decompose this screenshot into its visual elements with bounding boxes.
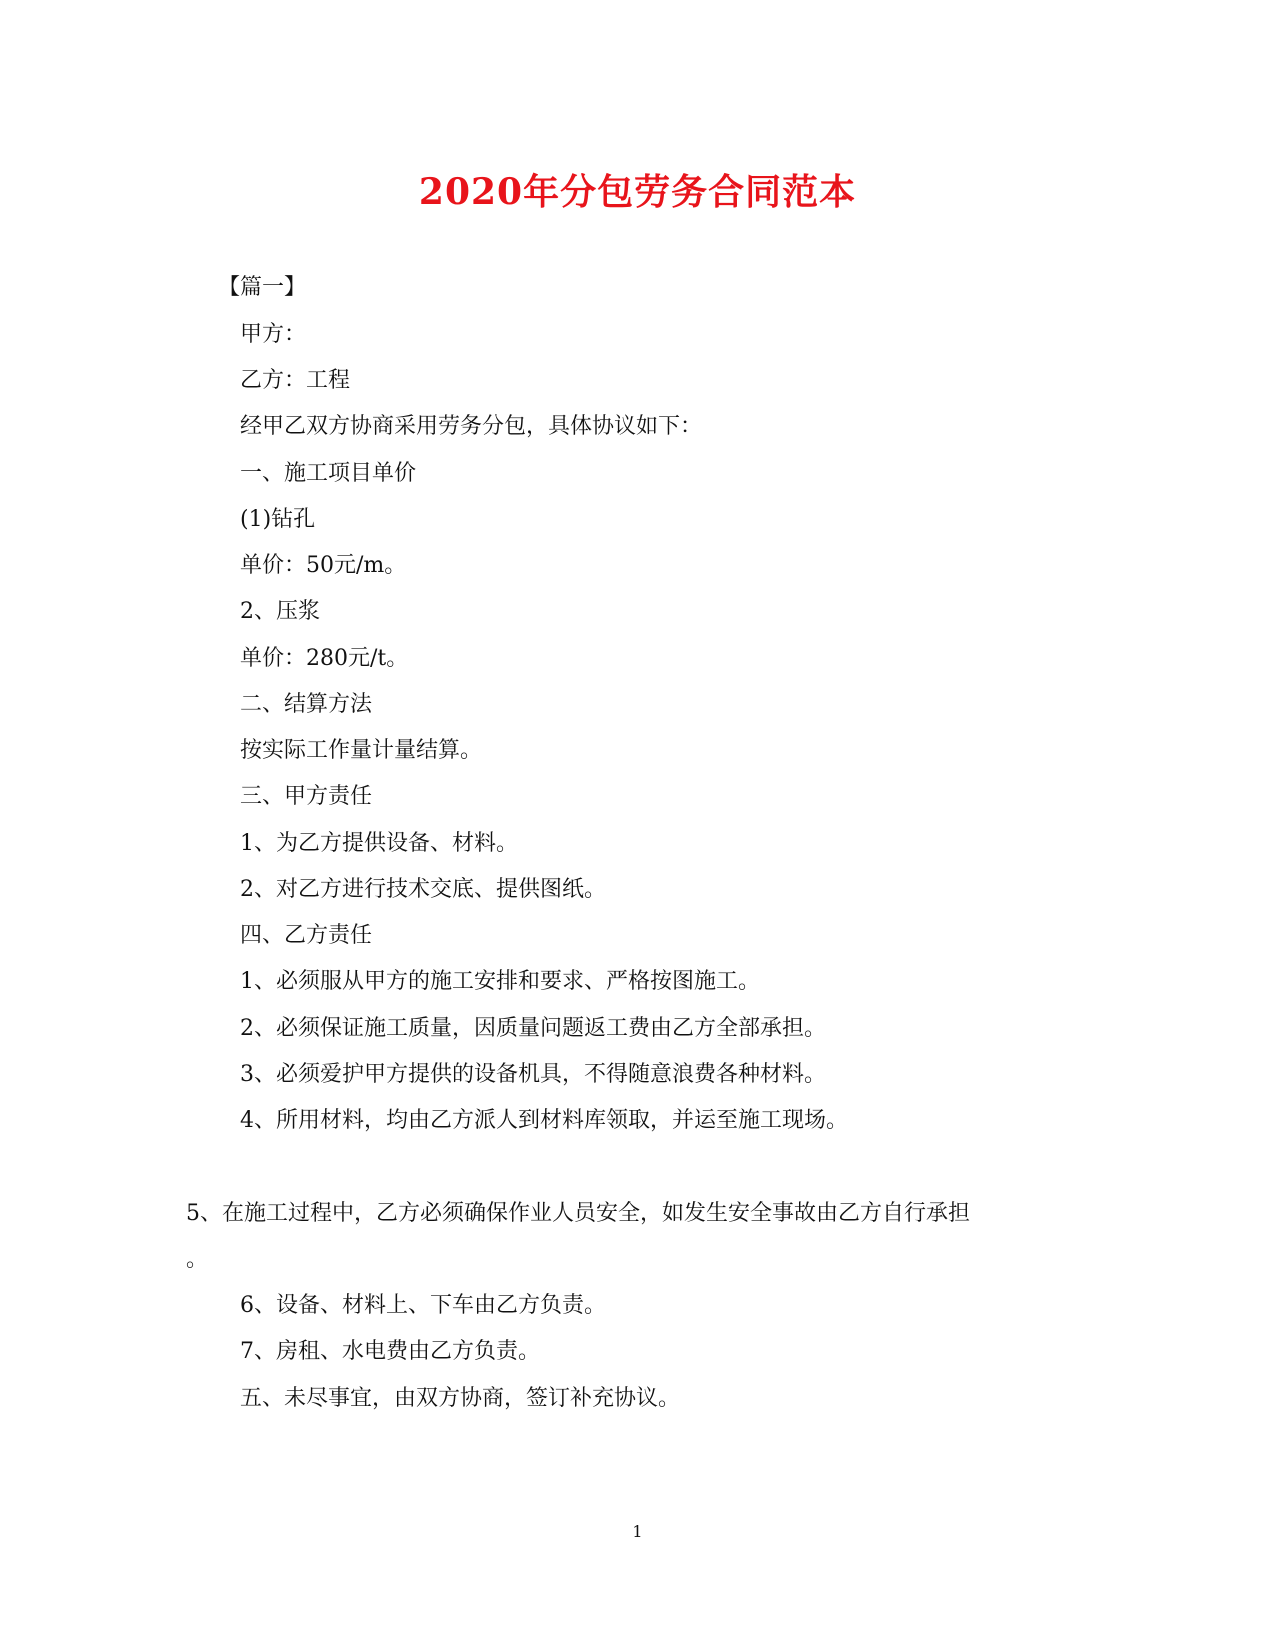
party-b-line: 乙方：工程 [240, 368, 351, 393]
clause-item: 按实际工作量计量结算。 [240, 738, 483, 763]
clause-heading: 三、甲方责任 [240, 784, 373, 809]
document-title: 2020年分包劳务合同范本 [418, 171, 857, 213]
clause-heading: 四、乙方责任 [240, 923, 373, 948]
clause-item: 5、在施工过程中，乙方必须确保作业人员安全，如发生安全事故由乙方自行承担 [186, 1201, 970, 1226]
section-heading: 【篇一】 [218, 275, 307, 300]
clause-item: 2、对乙方进行技术交底、提供图纸。 [240, 877, 606, 902]
clause-item: 1、为乙方提供设备、材料。 [240, 831, 518, 856]
clause-item: 4、所用材料，均由乙方派人到材料库领取，并运至施工现场。 [240, 1108, 848, 1133]
clause-heading: 五、未尽事宜，由双方协商，签订补充协议。 [240, 1386, 681, 1411]
clause-heading: 二、结算方法 [240, 692, 373, 717]
clause-item: 2、压浆 [240, 599, 320, 624]
clause-item: 6、设备、材料上、下车由乙方负责。 [240, 1293, 606, 1318]
clause-item: (1)钻孔 [240, 507, 316, 532]
clause-item: 2、必须保证施工质量，因质量问题返工费由乙方全部承担。 [240, 1016, 826, 1041]
clause-item: 单价：50元/m。 [240, 553, 407, 578]
clause-item-continuation: 。 [186, 1247, 209, 1272]
agreement-intro: 经甲乙双方协商采用劳务分包，具体协议如下： [240, 414, 703, 439]
clause-item: 7、房租、水电费由乙方负责。 [240, 1339, 540, 1364]
clause-item: 3、必须爱护甲方提供的设备机具，不得随意浪费各种材料。 [240, 1062, 826, 1087]
page-number: 1 [632, 1522, 643, 1541]
party-a-line: 甲方： [240, 322, 307, 347]
clause-item: 单价：280元/t。 [240, 646, 409, 671]
clause-item: 1、必须服从甲方的施工安排和要求、严格按图施工。 [240, 969, 760, 994]
clause-heading: 一、施工项目单价 [240, 461, 417, 486]
